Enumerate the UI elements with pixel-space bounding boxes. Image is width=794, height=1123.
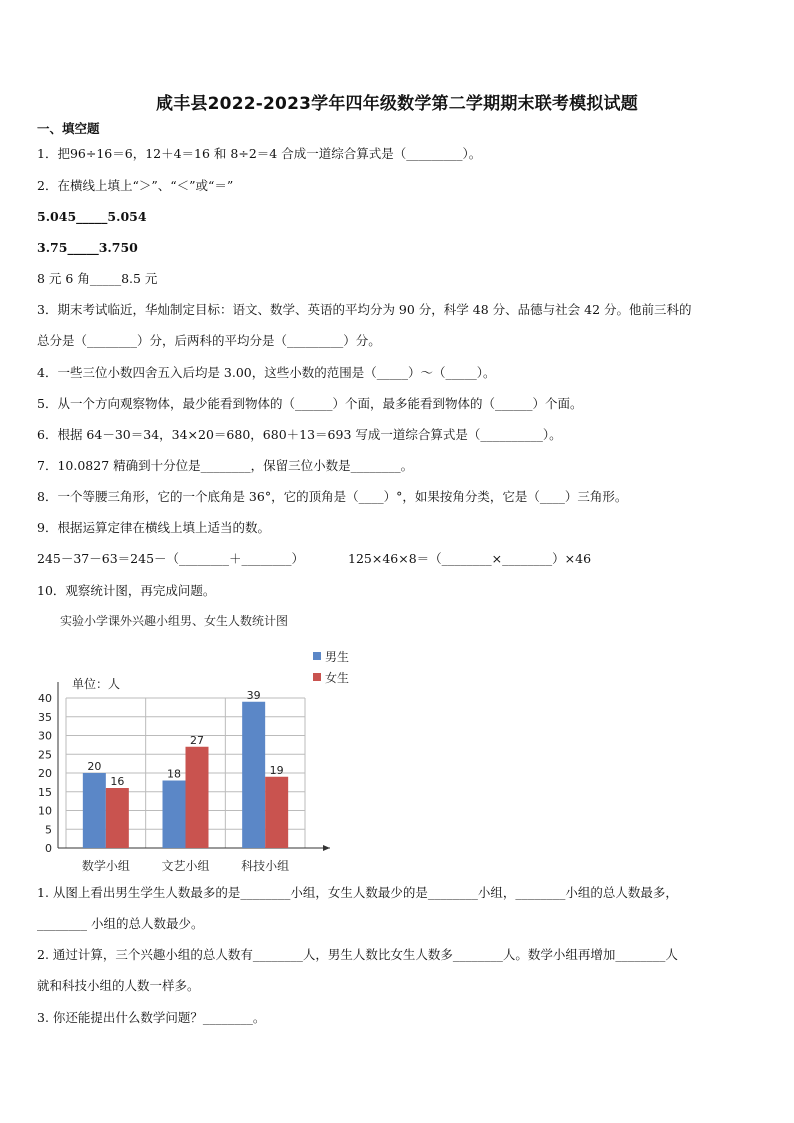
question-5: 5．从一个方向观察物体，最少能看到物体的（______）个面，最多能看到物体的（______）个面。 (37, 396, 583, 411)
bar-boys (242, 702, 265, 848)
chart-title: 实验小学课外兴趣小组男、女生人数统计图 (60, 614, 289, 628)
bar-chart (30, 640, 360, 880)
bar-girls (106, 788, 129, 848)
question-9-expression-b: 125×46×8＝（________×________）×46 (348, 551, 592, 566)
question-3-line-2: 总分是（________）分，后两科的平均分是（_________）分。 (37, 333, 381, 348)
question-10: 10．观察统计图，再完成问题。 (37, 583, 216, 598)
legend-swatch (313, 652, 321, 660)
bar-boys (83, 773, 106, 848)
category-label: 科技小组 (241, 859, 290, 873)
y-tick-label: 20 (38, 767, 52, 780)
legend-label: 男生 (325, 650, 350, 664)
y-tick-label: 30 (38, 729, 52, 743)
question-3-line-1: 3．期末考试临近，华灿制定目标：语文、数学、英语的平均分为 90 分，科学 48 分、品德与社会 42 分。他前三科的 (37, 302, 692, 317)
x-axis-arrow (323, 845, 330, 851)
y-tick-label: 35 (38, 710, 52, 724)
question-2-item-c: 8 元 6 角_____8.5 元 (37, 271, 158, 286)
bar-value-label: 27 (190, 733, 204, 747)
bar-value-label: 19 (269, 763, 284, 777)
legend-label: 女生 (325, 671, 350, 685)
question-9: 9．根据运算定律在横线上填上适当的数。 (37, 520, 270, 535)
category-label: 数学小组 (81, 859, 130, 873)
bar-girls (265, 777, 288, 848)
y-tick-label: 25 (38, 748, 52, 762)
y-tick-label: 15 (38, 785, 52, 799)
question-8: 8．一个等腰三角形，它的一个底角是 36°，它的顶角是（____）°，如果按角分类，它是（____）三角形。 (37, 489, 628, 504)
question-4: 4．一些三位小数四舍五入后均是 3.00，这些小数的范围是（_____）～（_____）。 (37, 365, 496, 380)
page-title: 咸丰县2022-2023学年四年级数学第二学期期末联考模拟试题 (156, 94, 638, 114)
y-tick-label: 5 (45, 823, 52, 837)
y-tick-label: 10 (38, 804, 52, 818)
question-2-item-b: 3.75_____3.750 (37, 240, 138, 255)
question-7: 7．10.0827 精确到十分位是________，保留三位小数是________。 (37, 458, 414, 473)
bar-boys (163, 781, 186, 849)
bar-value-label: 16 (110, 775, 125, 788)
sub-question-1-line-1: 1. 从图上看出男生学生人数最多的是________小组，女生人数最少的是________小组，________小组的总人数最多， (37, 885, 678, 900)
question-9-expression-a: 245－37－63＝245－（________＋________） (37, 551, 305, 566)
chart-unit-label: 单位：人 (72, 677, 121, 691)
sub-question-3: 3. 你还能提出什么数学问题？________。 (37, 1010, 266, 1025)
bar-value-label: 20 (87, 760, 102, 773)
category-label: 文艺小组 (161, 859, 210, 873)
y-tick-label: 40 (38, 692, 52, 705)
bar-girls (186, 747, 209, 848)
question-1: 1．把96÷16＝6，12＋4＝16 和 8÷2＝4 合成一道综合算式是（_________）。 (37, 146, 482, 161)
y-tick-label: 0 (45, 842, 52, 855)
legend-swatch (313, 673, 321, 681)
bar-value-label: 18 (167, 767, 181, 781)
sub-question-2-line-1: 2. 通过计算，三个兴趣小组的总人数有________人，男生人数比女生人数多________人。数学小组再增加________人 (37, 947, 678, 962)
question-2-item-a: 5.045_____5.054 (37, 209, 147, 224)
question-6: 6．根据 64－30＝34，34×20＝680，680＋13＝693 写成一道综合算式是（__________）。 (37, 427, 562, 442)
sub-question-1-line-2: ________ 小组的总人数最少。 (37, 916, 204, 931)
section-heading: 一、填空题 (37, 121, 100, 136)
sub-question-2-line-2: 就和科技小组的人数一样多。 (37, 978, 200, 993)
question-2: 2．在横线上填上“＞”、“＜”或“＝” (37, 178, 234, 193)
bar-value-label: 39 (246, 688, 261, 702)
